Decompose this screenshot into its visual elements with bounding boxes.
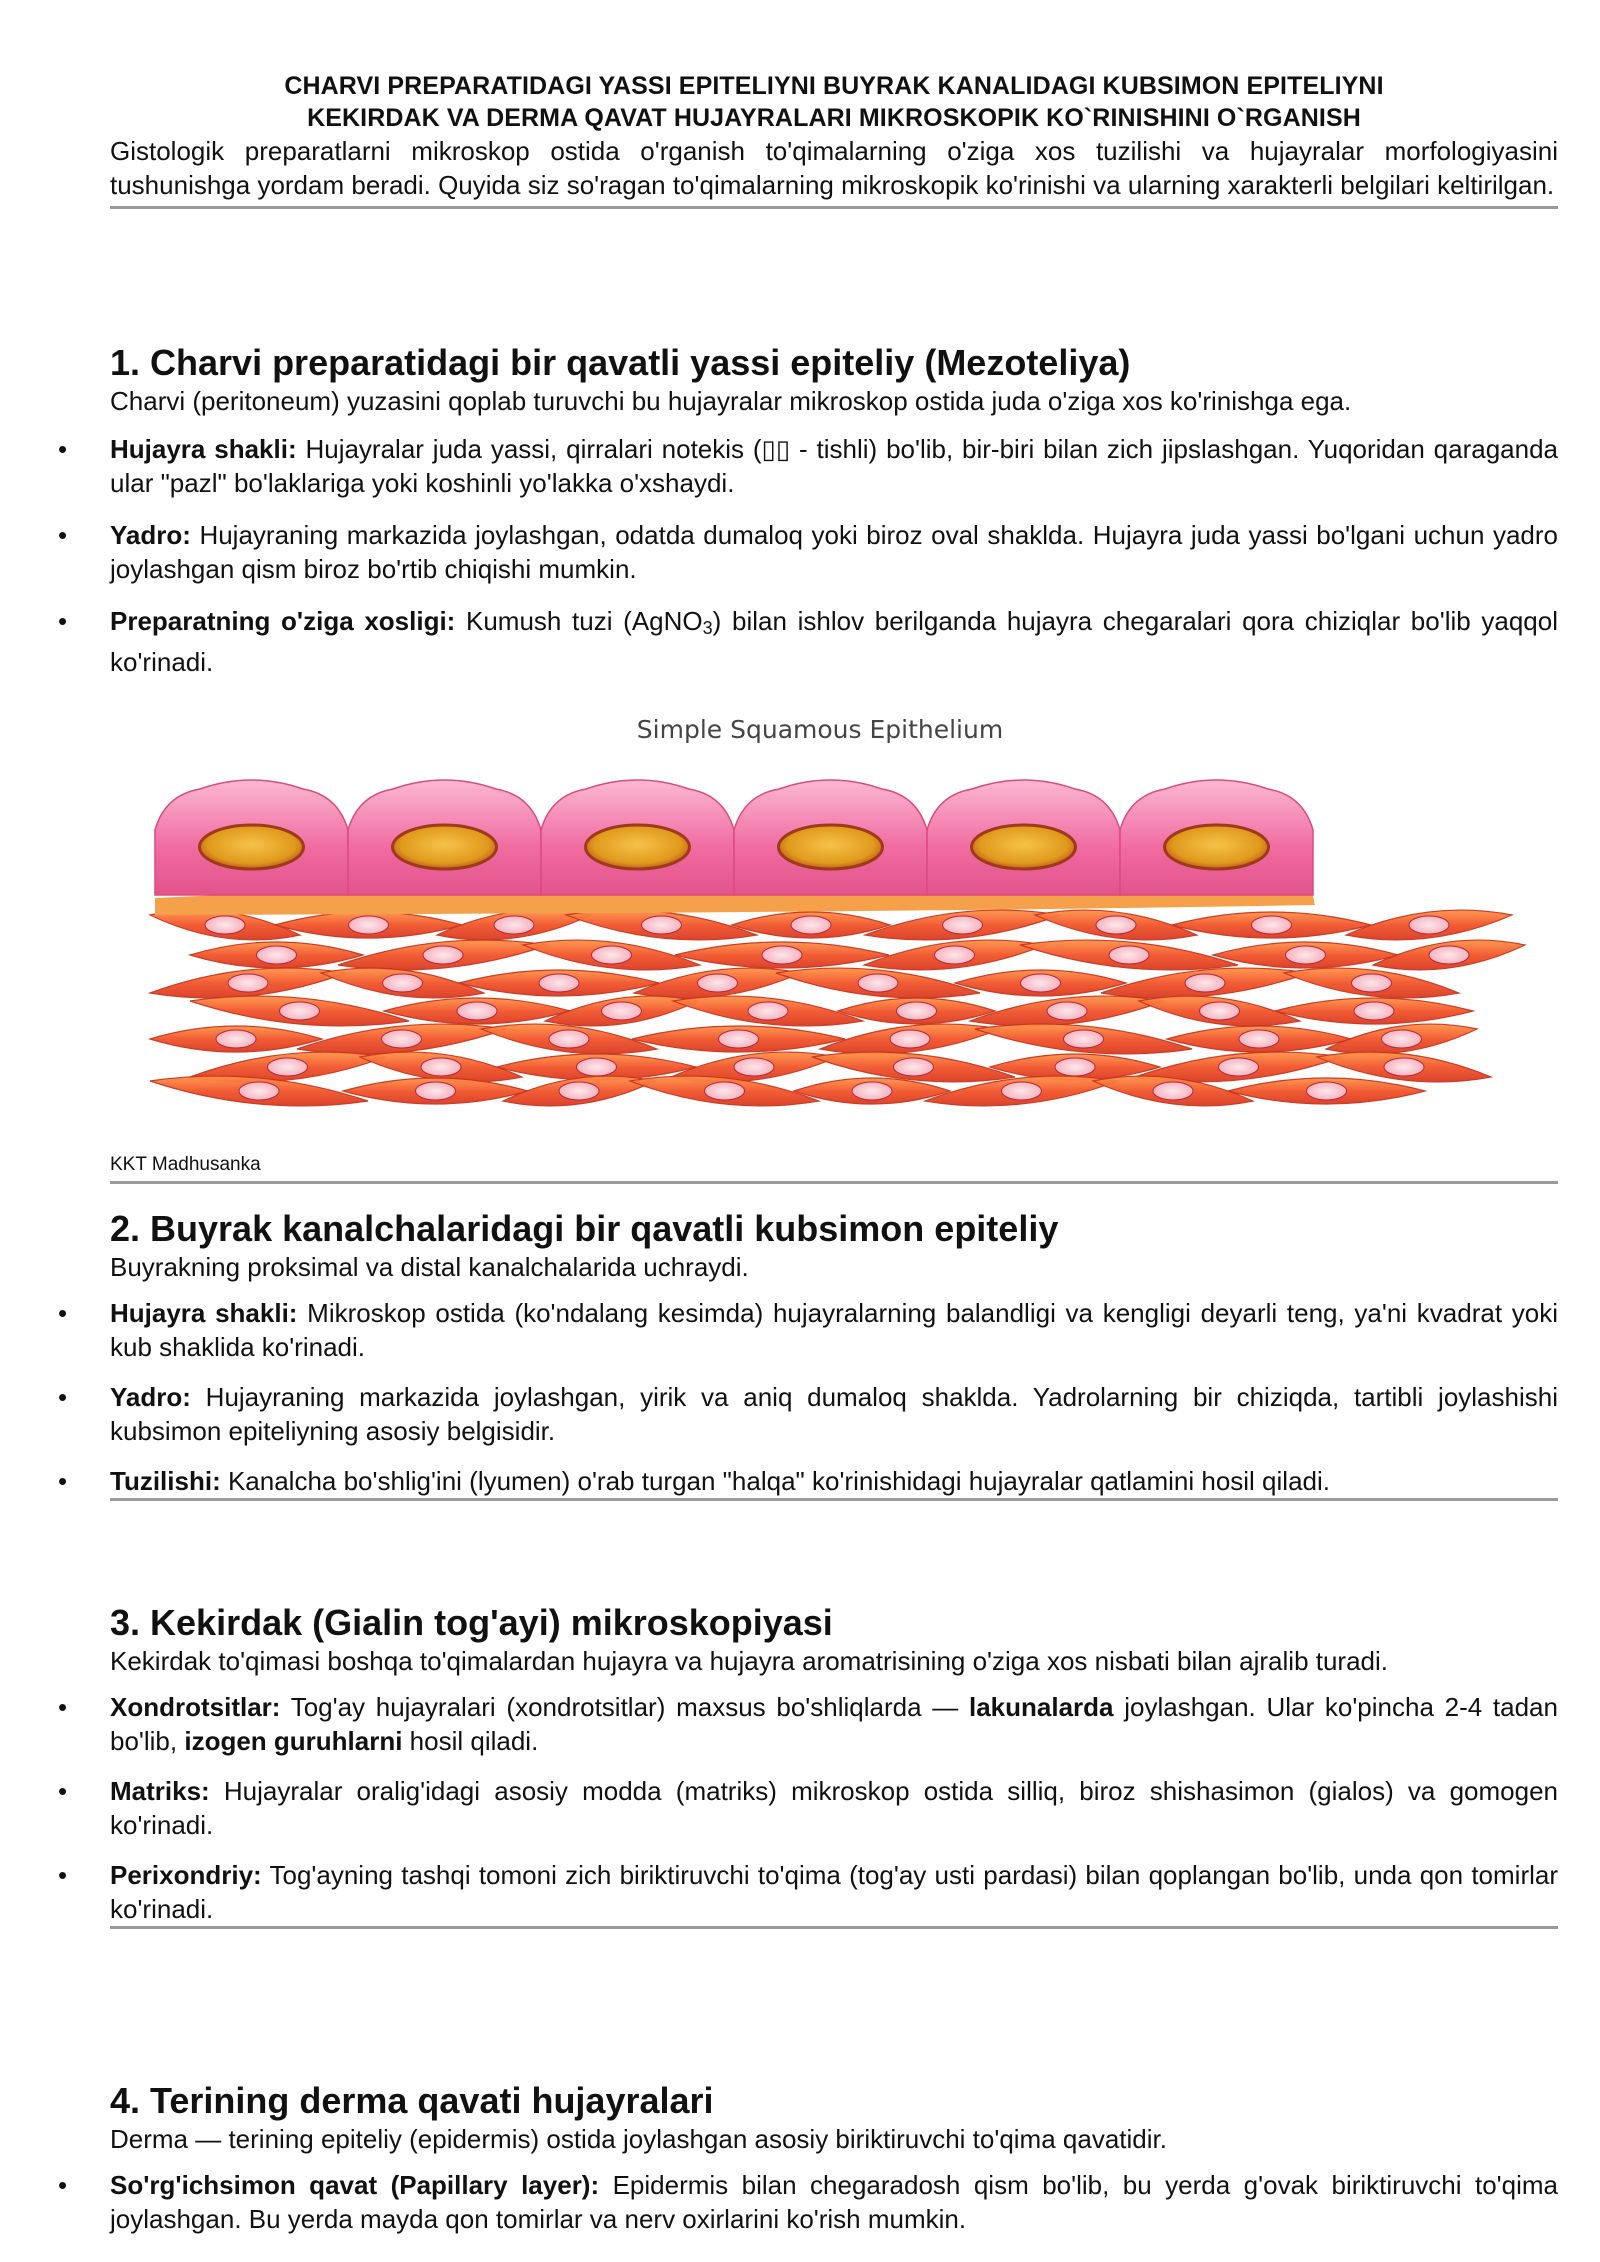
fiber-nucleus (935, 946, 975, 964)
item-text: Kanalcha bo'shlig'ini (lyumen) o'rab turgan "halqa" ko'rinishidagi hujayralar qatlamini hosil qiladi. (220, 1466, 1330, 1496)
item-label: Tuzilishi: (110, 1466, 221, 1496)
simple-squamous-epithelium-illustration (110, 755, 1558, 1155)
list-item (58, 432, 1558, 500)
bullet-icon: • (58, 1298, 68, 1328)
fiber-nucleus (1021, 974, 1061, 992)
fiber-nucleus (1252, 916, 1292, 934)
section-3-heading: 3. Kekirdak (Gialin tog'ayi) mikroskopiyasi (110, 1602, 833, 1643)
divider (110, 1181, 1558, 1184)
figure-title: Simple Squamous Epithelium (636, 715, 1004, 744)
cell-nucleus (586, 825, 690, 869)
bullet-icon: • (58, 2170, 68, 2200)
fiber-nucleus (762, 946, 802, 964)
bullet-icon: • (58, 434, 68, 464)
item-text: joylashgan. Ular ko'pincha 2-4 tadan bo'lib, (110, 1692, 1558, 1756)
fiber-nucleus (416, 1082, 456, 1100)
item-label: Xondrotsitlar: (110, 1692, 281, 1722)
section-2-lead: Buyrakning proksimal va distal kanalchalarida uchraydi. (110, 1252, 749, 1282)
bullet-icon: • (58, 1466, 68, 1496)
cell-nucleus (972, 825, 1076, 869)
list-item (58, 2168, 1558, 2236)
cell-nucleus (393, 825, 497, 869)
fiber-nucleus (1382, 1030, 1422, 1048)
fiber-nucleus (257, 946, 297, 964)
list-item (58, 1690, 1558, 1758)
fiber-nucleus (592, 946, 632, 964)
list-item (58, 1858, 1558, 1926)
fiber-nucleus (1429, 946, 1469, 964)
item-label: Yadro: (110, 520, 191, 550)
section-3 (58, 1602, 1558, 1929)
list-item (58, 1296, 1558, 1364)
subscript: 3 (702, 618, 713, 638)
document-title-line-1: CHARVI PREPARATIDAGI YASSI EPITELIYNI BUYRAK KANALIDAGI KUBSIMON EPITELIYNI (284, 72, 1384, 100)
bullet-icon: • (58, 1382, 68, 1412)
figure-credit: KKT Madhusanka (110, 1154, 261, 1175)
section-1-lead: Charvi (peritoneum) yuzasini qoplab turuvchi bu hujayralar mikroskop ostida juda o'ziga xos ko'rinishga ega. (110, 386, 1352, 416)
item-text: Tog'ayning tashqi tomoni zich biriktiruvchi to'qima (tog'ay usti pardasi) bilan qoplangan bo'lib, unda qon tomirlar ko'rinadi. (110, 1860, 1558, 1924)
cell-nucleus (200, 825, 304, 869)
fiber-nucleus (539, 974, 579, 992)
fiber-nucleus (642, 916, 682, 934)
fiber-nucleus (1384, 1058, 1424, 1076)
list-item (58, 1380, 1558, 1448)
epithelium-figure (110, 715, 1558, 1185)
fiber-nucleus (1354, 1002, 1394, 1020)
divider (110, 1498, 1558, 1501)
fiber-nucleus (423, 946, 463, 964)
bullet-icon: • (58, 1692, 68, 1722)
item-text: Hujayralar juda yassi, qirralari notekis (▯▯ - tishli) bo'lib, bir-biri bilan zich jipslashgan. Yuqoridan qaraganda ular "pazl" bo'laklariga yoki koshinli yo'lakka o'xshaydi. (110, 434, 1558, 498)
list-item (58, 604, 1558, 679)
cell-nucleus (779, 825, 883, 869)
fiber-nucleus (1185, 974, 1225, 992)
item-text: Hujayralar oralig'idagi asosiy modda (matriks) mikroskop ostida silliq, biroz shishasimon (gialos) va gomogen ko'rinadi. (110, 1776, 1558, 1840)
item-label: Perixondriy: (110, 1860, 262, 1890)
fiber-nucleus (228, 974, 268, 992)
section-1-list (58, 432, 1558, 679)
fiber-nucleus (1064, 1030, 1104, 1048)
list-item (58, 1464, 1558, 1498)
fiber-nucleus (577, 1058, 617, 1076)
bullet-icon: • (58, 1776, 68, 1806)
document-page (58, 70, 1558, 2234)
fiber-nucleus (1047, 1002, 1087, 1020)
section-1 (58, 342, 1558, 679)
fiber-nucleus (1200, 1002, 1240, 1020)
section-4 (58, 2080, 1558, 2236)
item-label: Hujayra shakli: (110, 434, 297, 464)
intro-paragraph: Gistologik preparatlarni mikroskop ostida o'rganish to'qimalarning o'ziga xos tuzilishi va hujayralar morfologiyasini tushunishga yordam beradi. Quyida siz so'ragan to'qimalarning mikroskopik ko'rinishi va ularning xarakterli belgilari keltirilgan. (110, 136, 1558, 200)
list-item (58, 1774, 1558, 1842)
fiber-nucleus (1055, 1058, 1095, 1076)
fiber-nucleus (943, 916, 983, 934)
section-2 (58, 1208, 1558, 1501)
bullet-icon: • (58, 606, 68, 636)
item-label: Preparatning o'ziga xosligi: (110, 606, 456, 636)
fiber-nucleus (1002, 1082, 1042, 1100)
section-4-lead: Derma — terining epiteliy (epidermis) ostida joylashgan asosiy biriktiruvchi to'qima qavatidir. (110, 2124, 1167, 2154)
fiber-nucleus (719, 1030, 759, 1048)
item-emphasis: izogen guruhlarni (184, 1726, 403, 1756)
fiber-nucleus (559, 1082, 599, 1100)
fiber-nucleus (349, 916, 389, 934)
fiber-nucleus (705, 1082, 745, 1100)
item-text: ) bilan ishlov berilganda hujayra chegaralari qora chiziqlar bo'lib yaqqol ko'rinadi. (110, 606, 1558, 677)
fiber-nucleus (897, 1002, 937, 1020)
fiber-nucleus (549, 1030, 589, 1048)
item-emphasis: lakunalarda (968, 1692, 1114, 1722)
fiber-nucleus (1219, 1058, 1259, 1076)
fiber-nucleus (1307, 1082, 1347, 1100)
section-2-list (58, 1296, 1558, 1498)
item-text: Kumush tuzi (AgNO (455, 606, 703, 636)
fiber-nucleus (1352, 974, 1392, 992)
item-label: So'rg'ichsimon qavat (Papillary layer): (110, 2170, 600, 2200)
item-text: Tog'ay hujayralari (xondrotsitlar) maxsus bo'shliqlarda — (280, 1692, 969, 1722)
fiber-nucleus (457, 1002, 497, 1020)
section-4-list (58, 2168, 1558, 2236)
item-text: Epidermis bilan chegaradosh qism bo'lib, bu yerda g'ovak biriktiruvchi to'qima joylashgan. Bu yerda mayda qon tomirlar va nerv oxirlarini ko'rish mumkin. (110, 2170, 1558, 2234)
fiber-nucleus (1286, 946, 1326, 964)
fiber-nucleus (382, 1030, 422, 1048)
section-1-heading: 1. Charvi preparatidagi bir qavatli yassi epiteliy (Mezoteliya) (110, 342, 1131, 383)
fiber-nucleus (205, 916, 245, 934)
fiber-nucleus (791, 916, 831, 934)
fiber-nucleus (1109, 946, 1149, 964)
fiber-nucleus (890, 1030, 930, 1048)
item-text: Hujayraning markazida joylashgan, yirik va aniq dumaloq shaklda. Yadrolarning bir chiziqda, tartibli joylashishi kubsimon epiteliyning asosiy belgisidir. (110, 1382, 1558, 1446)
fiber-nucleus (1153, 1082, 1193, 1100)
fiber-nucleus (698, 974, 738, 992)
section-3-lead: Kekirdak to'qimasi boshqa to'qimalardan hujayra va hujayra aromatrisining o'ziga xos nisbati bilan ajralib turadi. (110, 1646, 1389, 1676)
divider (110, 1926, 1558, 1929)
item-text: Hujayraning markazida joylashgan, odatda dumaloq yoki biroz oval shaklda. Hujayra juda yassi bo'lgani uchun yadro joylashgan qism biroz bo'rtib chiqishi mumkin. (110, 520, 1558, 584)
fiber-nucleus (383, 974, 423, 992)
fiber-nucleus (734, 1058, 774, 1076)
fiber-nucleus (239, 1082, 279, 1100)
item-label: Yadro: (110, 1382, 191, 1412)
fiber-nucleus (421, 1058, 461, 1076)
fiber-nucleus (280, 1002, 320, 1020)
list-item (58, 518, 1558, 586)
item-text: hosil qiladi. (402, 1726, 539, 1756)
fiber-nucleus (1239, 1030, 1279, 1048)
fiber-nucleus (1096, 916, 1136, 934)
bullet-icon: • (58, 1860, 68, 1890)
fiber-nucleus (748, 1002, 788, 1020)
section-2-heading: 2. Buyrak kanalchalaridagi bir qavatli kubsimon epiteliy (110, 1208, 1059, 1249)
item-label: Hujayra shakli: (110, 1298, 298, 1328)
fiber-nucleus (216, 1030, 256, 1048)
divider (110, 206, 1558, 209)
fiber-nucleus (858, 974, 898, 992)
item-label: Matriks: (110, 1776, 210, 1806)
fiber-nucleus (852, 1082, 892, 1100)
section-3-list (58, 1690, 1558, 1926)
document-title-line-2: KEKIRDAK VA DERMA QAVAT HUJAYRALARI MIKROSKOPIK KO`RINISHINI O`RGANISH (307, 104, 1361, 132)
section-4-heading: 4. Terining derma qavati hujayralari (110, 2080, 714, 2121)
fiber-nucleus (602, 1002, 642, 1020)
item-text: Mikroskop ostida (ko'ndalang kesimda) hujayralarning balandligi va kengligi deyarli teng, ya'ni kvadrat yoki kub shaklida ko'rinadi. (110, 1298, 1558, 1362)
fiber-nucleus (494, 916, 534, 934)
fiber-nucleus (894, 1058, 934, 1076)
fiber-nucleus (1409, 916, 1449, 934)
bullet-icon: • (58, 520, 68, 550)
fiber-nucleus (268, 1058, 308, 1076)
cell-nucleus (1165, 825, 1269, 869)
